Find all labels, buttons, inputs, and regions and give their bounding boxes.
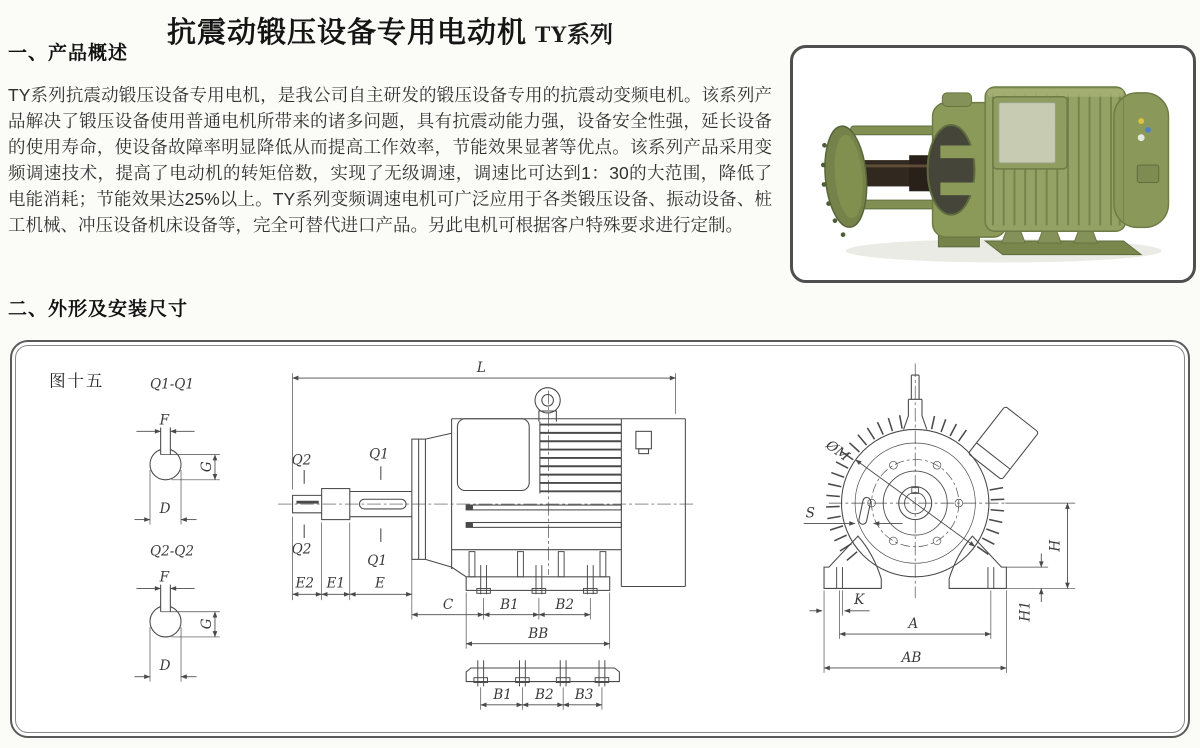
mark-q2-top: Q2 bbox=[291, 452, 312, 469]
tie-rod-top bbox=[851, 126, 941, 135]
dimensions-heading: 二、外形及安装尺寸 bbox=[8, 299, 189, 320]
motor-end-view bbox=[804, 363, 1076, 672]
dim-label-b2: B2 bbox=[555, 596, 574, 613]
dim-label-s: S bbox=[805, 505, 815, 522]
page-title-series: TY系列 bbox=[535, 22, 613, 47]
rear-end-cap bbox=[1114, 93, 1169, 228]
dim-label-bb: BB bbox=[528, 625, 549, 642]
section-label-q2q2: Q2-Q2 bbox=[149, 543, 195, 560]
dimension-drawing-panel bbox=[10, 340, 1190, 738]
section-label-q1q1: Q1-Q1 bbox=[149, 376, 195, 393]
overview-paragraph: TY系列抗震动锻压设备专用电机，是我公司自主研发的锻压设备专用的抗震动变频电机。该系列产品解决了锻压设备使用普通电机所带来的诸多问题，具有抗震动能力强，设备安全性强，延长设备的使用寿命，使设备故障率明显降低从而提高工作效率，节能效果显著等优点。该系列产品采用变频调速技术，提高了电动机的转矩倍数，实现了无级调速，调速比可达到1：30的大范围，降低了电能消耗；节能效果达25%以上。TY系列变频调速电机可广泛应用于各类锻压设备、振动设备、桩工机械、冲压设备机床设备等，完全可替代进口产品。另此电机可根据客户特殊要求进行定制。 bbox=[8, 84, 772, 235]
dim-label-h: H bbox=[1047, 539, 1064, 552]
dim-label-ab: AB bbox=[901, 650, 922, 667]
dim-label-l: L bbox=[476, 360, 486, 377]
dim-label-f: F bbox=[159, 412, 170, 429]
page-title-text: 抗震动锻压设备专用电动机 bbox=[167, 17, 528, 49]
mark-q2-bottom: Q2 bbox=[291, 541, 312, 558]
dim-label-d2: D bbox=[159, 657, 171, 674]
dim-label-e: E bbox=[374, 575, 385, 592]
dim-label-m: ØM bbox=[822, 437, 853, 465]
section-q2q2 bbox=[134, 543, 219, 681]
dim-label-a: A bbox=[908, 616, 919, 633]
mark-q1-top: Q1 bbox=[369, 446, 389, 463]
dim-label-h1: H1 bbox=[1017, 600, 1034, 622]
front-flange-disc bbox=[817, 124, 872, 238]
mark-q1-bottom: Q1 bbox=[367, 553, 387, 570]
dim-label-b3: B3 bbox=[574, 687, 594, 704]
motor-photo-illustration bbox=[793, 48, 1193, 280]
dim-label-c: C bbox=[442, 596, 454, 613]
motor-side-view bbox=[278, 360, 695, 710]
dim-label-e1: E1 bbox=[326, 575, 346, 592]
dim-label-d: D bbox=[159, 500, 171, 517]
dimension-drawing bbox=[16, 346, 1184, 732]
dim-label-g: G bbox=[199, 461, 216, 473]
dim-label-f2: F bbox=[159, 569, 170, 586]
dim-label-b1-foot: B1 bbox=[493, 687, 512, 704]
dim-label-g2: G bbox=[199, 618, 216, 630]
dim-label-b1: B1 bbox=[500, 596, 519, 613]
side-view-fins bbox=[540, 425, 621, 492]
dim-label-b2-foot: B2 bbox=[535, 687, 554, 704]
product-photo-frame bbox=[790, 45, 1196, 283]
dim-label-k: K bbox=[854, 591, 865, 608]
section-q1q1 bbox=[134, 377, 219, 525]
figure-label: 图十五 bbox=[49, 372, 105, 391]
overview-heading: 一、产品概述 bbox=[8, 43, 129, 64]
dim-label-e2: E2 bbox=[295, 575, 314, 592]
